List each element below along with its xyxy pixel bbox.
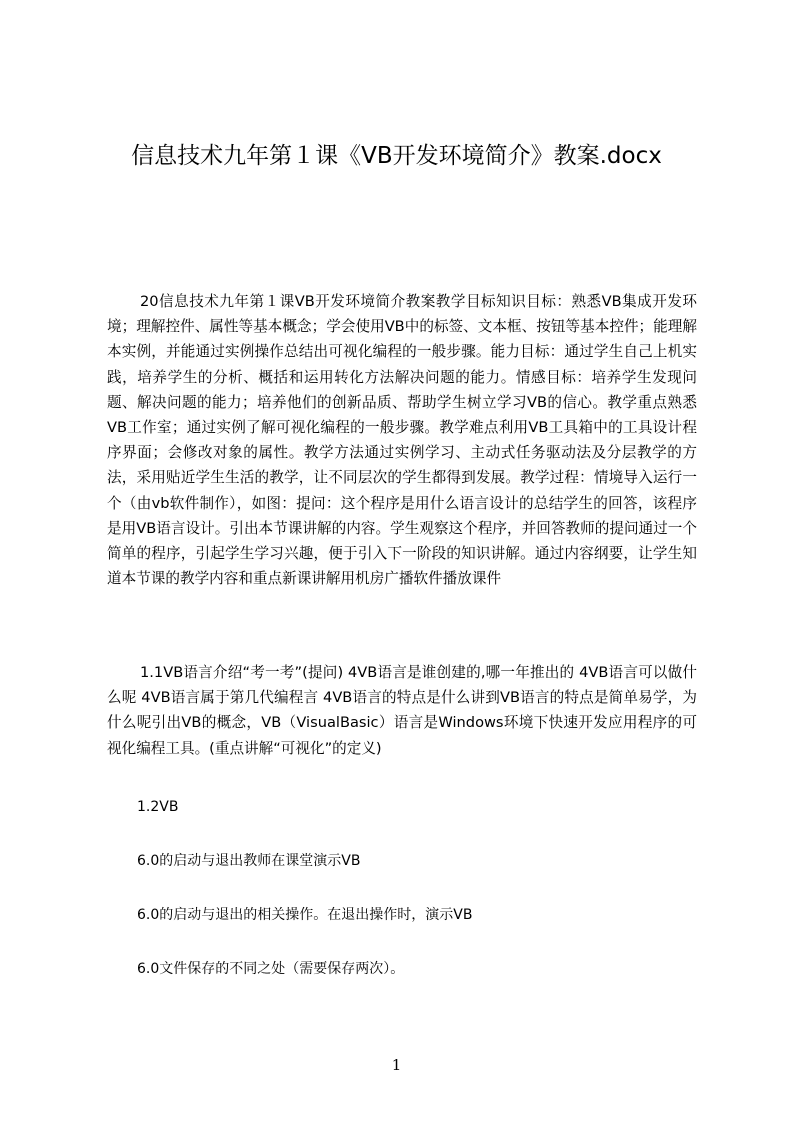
text-line-section-heading: 1.2VB [137, 799, 179, 815]
text-line: 6.0文件保存的不同之处（需要保存两次）。 [137, 961, 405, 977]
paragraph-vb-intro: 1.1VB语言介绍“考一考”(提问) 4VB语言是谁创建的,哪一年推出的 4VB语言可以做什么呢 4VB语言属于第几代编程言 4VB语言的特点是什么讲到VB语言的特点是简单易学，为什么呢引出VB的概念，VB（VisualBasic）语言是Windows环境下快速开发应用程序的可视化编程工具。(重点讲解“可视化”的定义) [107, 664, 697, 757]
paragraph-teaching-plan: 20信息技术九年第１课VB开发环境简介教案教学目标知识目标：熟悉VB集成开发环境；理解控件、属性等基本概念；学会使用VB中的标签、文本框、按钮等基本控件；能理解本实例，并能通过实例操作总结出可视化编程的一般步骤。能力目标：通过学生自己上机实践，培养学生的分析、概括和运用转化方法解决问题的能力。情感目标：培养学生发现问题、解决问题的能力；培养他们的创新品质、帮助学生树立学习VB的信心。教学重点熟悉 VB工作室；通过实例了解可视化编程的一般步骤。教学难点利用VB工具箱中的工具设计程序界面；会修改对象的属性。教学方法通过实例学习、主动式任务驱动法及分层教学的方法，采用贴近学生生活的教学，让不同层次的学生都得到发展。教学过程：情境导入运行一个（由vb软件制作），如图：提问：这个程序是用什么语言设计的总结学生的回答，该程序是用VB语言设计。引出本节课讲解的内容。学生观察这个程序，并回答教师的提问通过一个简单的程序，引起学生学习兴趣，便于引入下一阶段的知识讲解。通过内容纲要，让学生知道本节课的教学内容和重点新课讲解用机房广播软件播放课件 [107, 293, 697, 588]
document-title: 信息技术九年第１课《VB开发环境简介》教案.docx [131, 143, 662, 169]
page-number: 1 [391, 1056, 402, 1074]
text-line: 6.0的启动与退出的相关操作。在退出操作时，演示VB [137, 907, 473, 923]
text-line: 6.0的启动与退出教师在课堂演示VB [137, 853, 361, 869]
